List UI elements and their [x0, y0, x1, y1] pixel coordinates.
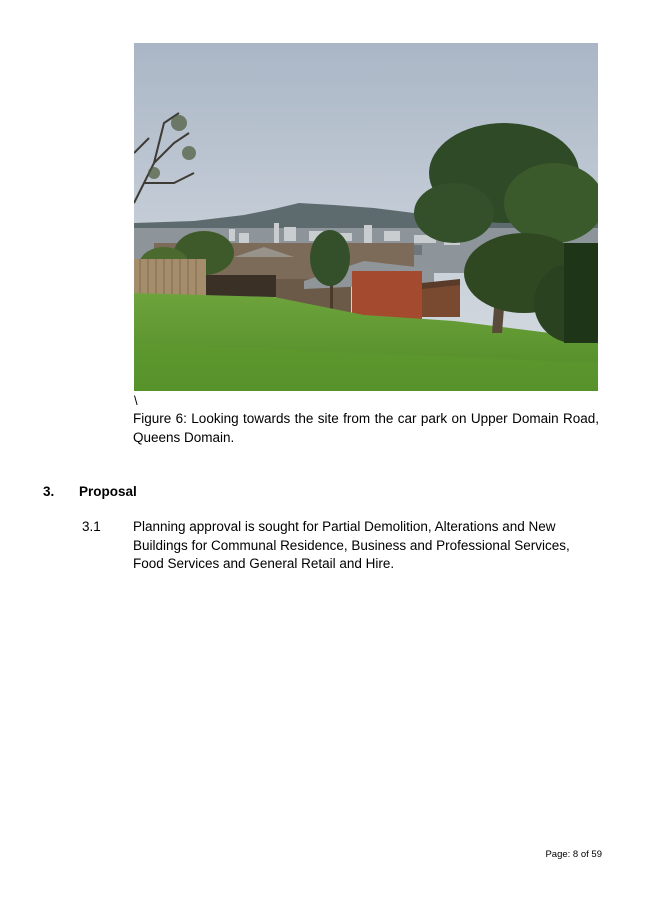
page-number: Page: 8 of 59: [545, 849, 602, 860]
section-number: 3.: [43, 484, 55, 499]
figure-marker: \: [134, 393, 138, 408]
figure-caption: Figure 6: Looking towards the site from the car park on Upper Domain Road, Queens Domain.: [133, 411, 599, 445]
paragraph-number: 3.1: [82, 519, 101, 534]
section-title: Proposal: [79, 484, 137, 499]
paragraph-text: Planning approval is sought for Partial Demolition, Alterations and New Buildings for Communal Residence, Business and Professional Services, Food Services and General Retail and Hire.: [133, 519, 570, 571]
site-photo: [134, 43, 598, 391]
